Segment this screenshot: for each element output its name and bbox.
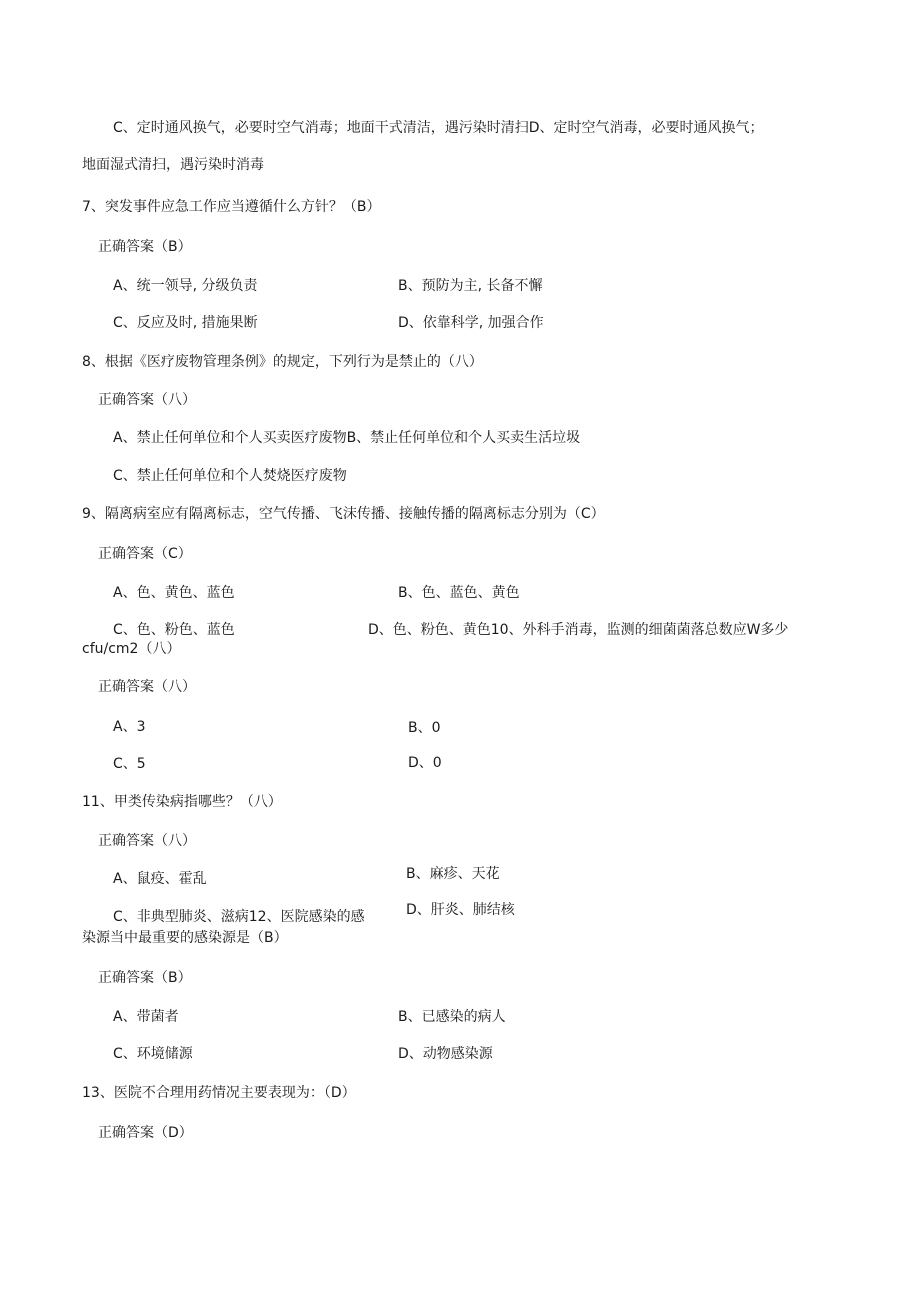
question-11: 11、甲类传染病指哪些？（八） xyxy=(82,794,282,810)
q9-option-b: B、色、蓝色、黄色 xyxy=(398,585,520,601)
answer-11: 正确答案（八） xyxy=(98,833,196,849)
q10-option-c: C、5 xyxy=(113,756,146,772)
q11-option-a: A、鼠疫、霍乱 xyxy=(113,871,207,887)
answer-10: 正确答案（八） xyxy=(98,679,196,695)
question-9: 9、隔离病室应有隔离标志，空气传播、飞沫传播、接触传播的隔离标志分别为（C） xyxy=(82,506,605,522)
q7-option-d: D、依靠科学, 加强合作 xyxy=(398,315,544,331)
q10-option-d: D、0 xyxy=(408,755,442,771)
answer-7: 正确答案（B） xyxy=(98,239,192,255)
q7-option-a: A、统一领导, 分级负责 xyxy=(113,278,258,294)
q9-option-d-and-question-10: D、色、粉色、黄色10、外科手消毒，监测的细菌菌落总数应W多少 xyxy=(368,622,789,638)
option-line-wrap: 地面湿式清扫，遇污染时消毒 xyxy=(82,157,264,173)
q7-option-b: B、预防为主, 长备不懈 xyxy=(398,278,543,294)
q12-option-c: C、环境储源 xyxy=(113,1046,193,1062)
answer-13: 正确答案（D） xyxy=(98,1125,193,1141)
option-line-continued: C、定时通风换气，必要时空气消毒；地面干式清洁，遇污染时清扫D、定时空气消毒，必要时通风换气； xyxy=(113,120,764,136)
q12-option-a: A、带菌者 xyxy=(113,1009,179,1025)
q9-option-a: A、色、黄色、蓝色 xyxy=(113,585,235,601)
q11-option-b: B、麻疹、天花 xyxy=(406,866,500,882)
q8-option-c: C、禁止任何单位和个人焚烧医疗废物 xyxy=(113,468,347,484)
q10-option-a: A、3 xyxy=(113,719,146,735)
q10-option-b: B、0 xyxy=(408,720,441,736)
question-13: 13、医院不合理用药情况主要表现为：（D） xyxy=(82,1085,356,1101)
q7-option-c: C、反应及时, 措施果断 xyxy=(113,315,258,331)
question-8: 8、根据《医疗废物管理条例》的规定，下列行为是禁止的（八） xyxy=(82,354,483,370)
q8-option-ab: A、禁止任何单位和个人买卖医疗废物B、禁止任何单位和个人买卖生活垃圾 xyxy=(113,430,581,446)
question-12-continued: 染源当中最重要的感染源是（B） xyxy=(82,930,288,946)
q11-option-d: D、肝炎、肺结核 xyxy=(406,902,515,918)
answer-12: 正确答案（B） xyxy=(98,970,192,986)
q11-option-c-and-question-12: C、非典型肺炎、滋病12、医院感染的感 xyxy=(113,909,365,925)
q12-option-d: D、动物感染源 xyxy=(398,1046,493,1062)
q12-option-b: B、已感染的病人 xyxy=(398,1009,506,1025)
answer-8: 正确答案（八） xyxy=(98,392,196,408)
question-7: 7、突发事件应急工作应当遵循什么方针？（B） xyxy=(82,199,381,215)
answer-9: 正确答案（C） xyxy=(98,546,192,562)
question-10-continued: cfu/cm2（八） xyxy=(82,641,181,657)
q9-option-c: C、色、粉色、蓝色 xyxy=(113,622,235,638)
